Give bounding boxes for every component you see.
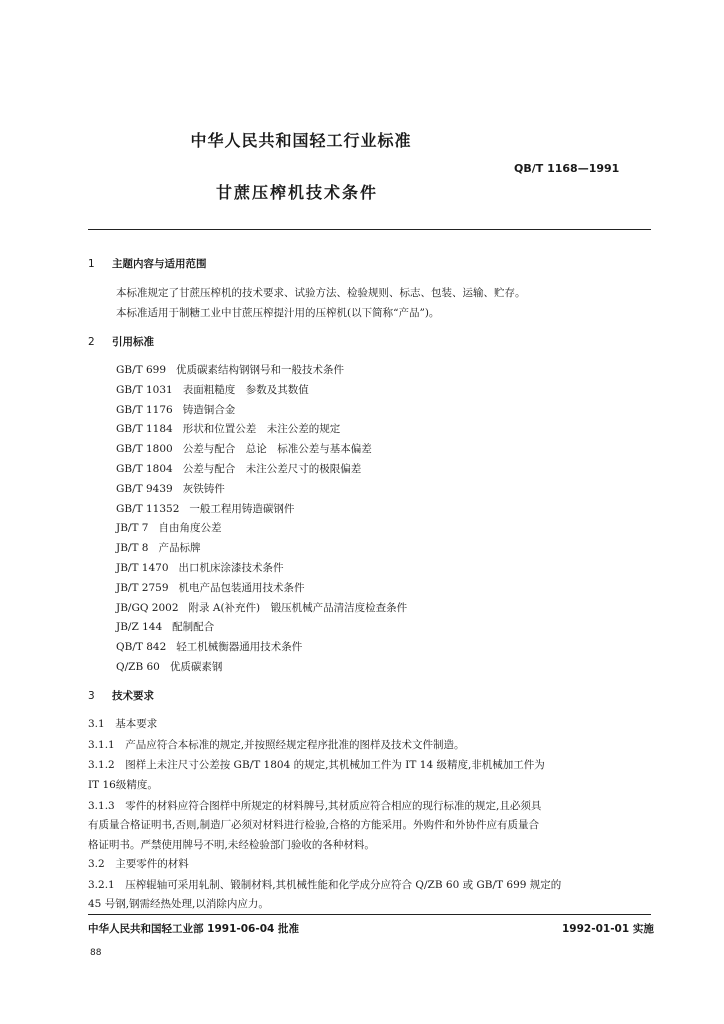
standard-number: QB/T 1168—1991 xyxy=(514,162,620,175)
clause-3-1-3-line-2: 有质量合格证明书,否则,制造厂必须对材料进行检验,合格的方能采用。外购件和外协件应有质量合 xyxy=(88,819,540,831)
reference-code: GB/T 1176 xyxy=(116,403,173,416)
reference-item xyxy=(116,480,407,500)
reference-item xyxy=(116,638,407,658)
reference-item xyxy=(116,539,407,559)
section-3-heading xyxy=(88,688,154,703)
reference-item xyxy=(116,361,407,381)
subsection-3-2-heading: 3.2 主要零件的材料 xyxy=(88,858,189,870)
reference-code: JB/T 2759 xyxy=(116,581,169,594)
clause-3-1-2-line-1: 3.1.2 图样上未注尺寸公差按 GB/T 1804 的规定,其机械加工件为 IT 14 级精度,非机械加工件为 xyxy=(88,759,545,771)
section-2-number: 2 xyxy=(88,336,95,348)
reference-item xyxy=(116,519,407,539)
reference-title: 表面粗糙度 参数及其数值 xyxy=(182,383,309,396)
approval-statement: 中华人民共和国轻工业部 1991-06-04 批准 xyxy=(88,923,299,935)
reference-code: GB/T 11352 xyxy=(116,502,180,515)
reference-title: 公差与配合 总论 标准公差与基本偏差 xyxy=(182,443,372,456)
section-3-number: 3 xyxy=(88,690,95,702)
reference-code: GB/T 1031 xyxy=(116,383,173,396)
reference-code: JB/Z 144 xyxy=(116,621,163,634)
section-1-title: 主题内容与适用范围 xyxy=(112,258,207,270)
reference-title: 附录 A(补充件) 锻压机械产品清洁度检查条件 xyxy=(188,601,408,614)
reference-title: 轻工机械衡器通用技术条件 xyxy=(176,641,303,654)
reference-title: 灰铁铸件 xyxy=(182,482,225,495)
reference-item xyxy=(116,618,407,638)
page-number: 88 xyxy=(90,948,102,958)
reference-code: JB/T 7 xyxy=(116,522,149,535)
section-1-heading xyxy=(88,256,207,271)
reference-code: GB/T 699 xyxy=(116,364,167,376)
section-2-heading xyxy=(88,334,154,349)
reference-title: 铸造铜合金 xyxy=(182,403,236,416)
clause-3-2-1-line-1: 3.2.1 压榨辊轴可采用轧制、锻制材料,其机械性能和化学成分应符合 Q/ZB 60 或 GB/T 699 规定的 xyxy=(88,879,562,891)
subsection-3-1-heading: 3.1 基本要求 xyxy=(88,718,158,730)
effective-date: 1992-01-01 实施 xyxy=(562,923,654,935)
reference-item xyxy=(116,500,407,520)
section-1-paragraph-1: 本标准规定了甘蔗压榨机的技术要求、试验方法、检验规则、标志、包装、运输、贮存。 xyxy=(116,287,526,299)
reference-item xyxy=(116,381,407,401)
reference-title: 形状和位置公差 未注公差的规定 xyxy=(182,423,341,436)
reference-code: JB/T 1470 xyxy=(116,561,169,574)
organization-title: 中华人民共和国轻工行业标准 xyxy=(190,131,412,150)
reference-title: 机电产品包装通用技术条件 xyxy=(178,581,305,594)
reference-code: GB/T 9439 xyxy=(116,482,173,495)
reference-title: 一般工程用铸造碳钢件 xyxy=(189,502,295,515)
reference-code: JB/GQ 2002 xyxy=(116,601,179,614)
clause-3-1-3-line-3: 格证明书。严禁使用牌号不明,未经检验部门验收的各种材料。 xyxy=(88,839,375,851)
document-title: 甘蔗压榨机技术条件 xyxy=(215,183,378,202)
reference-title: 优质碳素钢 xyxy=(169,660,223,673)
reference-list xyxy=(116,361,407,678)
reference-title: 公差与配合 未注公差尺寸的极限偏差 xyxy=(182,462,362,475)
section-2-title: 引用标准 xyxy=(112,336,154,348)
clause-3-1-2-line-2: IT 16级精度。 xyxy=(88,779,158,791)
reference-item xyxy=(116,401,407,421)
reference-title: 优质碳素结构钢钢号和一般技术条件 xyxy=(176,364,345,376)
reference-title: 配制配合 xyxy=(172,621,215,634)
reference-code: JB/T 8 xyxy=(116,542,149,555)
clause-3-1-1: 3.1.1 产品应符合本标准的规定,并按照经规定程序批准的图样及技术文件制造。 xyxy=(88,739,465,751)
reference-code: GB/T 1184 xyxy=(116,423,173,436)
section-1-number: 1 xyxy=(88,258,95,270)
reference-item xyxy=(116,579,407,599)
reference-title: 出口机床涂漆技术条件 xyxy=(178,561,284,574)
reference-item xyxy=(116,599,407,619)
reference-code: GB/T 1804 xyxy=(116,462,173,475)
clause-3-2-1-line-2: 45 号钢,钢需经热处理,以消除内应力。 xyxy=(88,898,269,910)
reference-item xyxy=(116,559,407,579)
reference-item xyxy=(116,440,407,460)
reference-item xyxy=(116,420,407,440)
reference-item xyxy=(116,658,407,678)
footer-divider xyxy=(88,914,651,915)
reference-code: Q/ZB 60 xyxy=(116,660,160,673)
reference-code: QB/T 842 xyxy=(116,641,167,654)
reference-title: 自由角度公差 xyxy=(158,522,222,535)
reference-item xyxy=(116,460,407,480)
reference-title: 产品标牌 xyxy=(158,542,201,555)
section-1-paragraph-2: 本标准适用于制糖工业中甘蔗压榨提汁用的压榨机(以下简称“产品”)。 xyxy=(116,307,440,319)
header-divider xyxy=(88,229,651,230)
clause-3-1-3-line-1: 3.1.3 零件的材料应符合图样中所规定的材料牌号,其材质应符合相应的现行标准的规定,且必须具 xyxy=(88,800,542,812)
reference-code: GB/T 1800 xyxy=(116,443,173,456)
section-3-title: 技术要求 xyxy=(112,690,154,702)
